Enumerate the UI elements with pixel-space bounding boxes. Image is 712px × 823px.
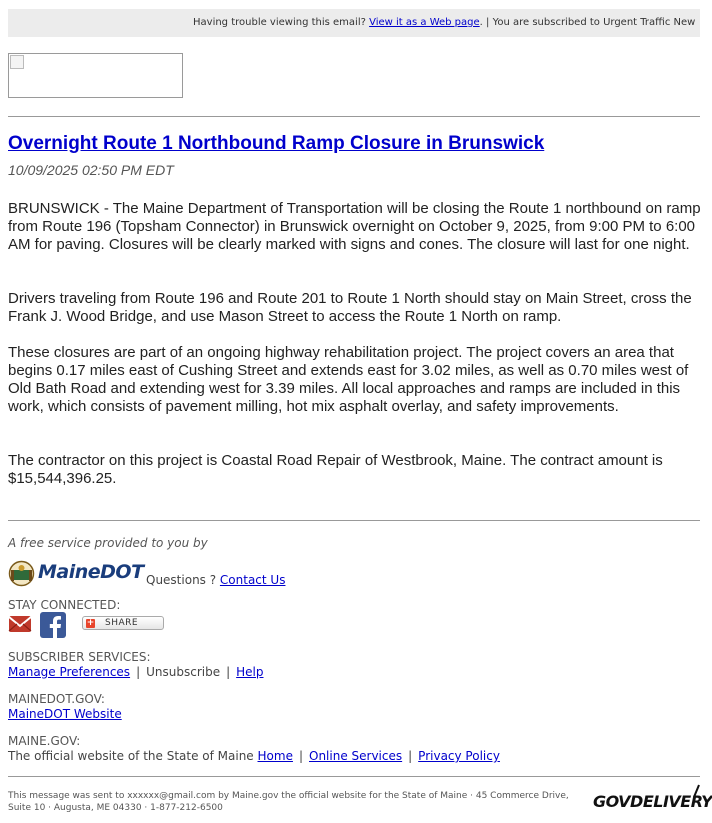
official-website-text: The official website of the State of Maine — [8, 749, 258, 763]
questions-line — [146, 573, 285, 587]
article-paragraph: Drivers traveling from Route 196 and Route 201 to Route 1 North should stay on Main Street, cross the Frank J. Wood Bridge, and use Mason Street to access the Route 1 North on ramp. — [8, 290, 692, 325]
top-banner-text — [193, 17, 695, 28]
unsubscribe-text: Unsubscribe — [146, 665, 221, 679]
help-link[interactable]: Help — [236, 665, 264, 679]
footer-message: This message was sent to xxxxxx@gmail.com by Maine.gov the official website for the State of Maine · 45 Commerce Drive, Suite 10 · Augusta, ME 04330 · 1-877-212-6500 — [8, 791, 569, 813]
privacy-policy-link[interactable]: Privacy Policy — [418, 749, 500, 763]
online-services-link[interactable]: Online Services — [309, 749, 403, 763]
stay-connected-label: STAY CONNECTED: — [8, 598, 121, 612]
mainedot-website-link[interactable]: MaineDOT Website — [8, 707, 122, 721]
subscriber-links — [8, 665, 264, 679]
facebook-icon[interactable] — [40, 612, 66, 638]
questions-label: Questions ? — [146, 573, 220, 587]
contact-us-link[interactable]: Contact Us — [219, 573, 286, 587]
share-button[interactable] — [82, 616, 164, 630]
separator: | — [226, 665, 231, 679]
top-banner-suffix: . | You are subscribed to Urgent Traffic New — [479, 17, 696, 28]
header-logo-image[interactable] — [8, 53, 183, 98]
maine-gov-links — [8, 749, 500, 763]
top-banner — [8, 9, 700, 37]
separator: | — [136, 665, 141, 679]
email-icon[interactable] — [8, 612, 32, 636]
govdelivery-text: GOVDELIVERY — [593, 792, 712, 811]
free-service-text: A free service provided to you by — [8, 536, 208, 550]
home-link[interactable]: Home — [257, 749, 293, 763]
article-date: 10/09/2025 02:50 PM EDT — [8, 162, 174, 178]
mainedot-brand-text: MaineDOT — [38, 561, 144, 583]
govdelivery-swoosh-icon — [693, 784, 701, 798]
divider — [8, 116, 700, 117]
divider — [8, 776, 700, 777]
maine-gov-label: MAINE.GOV: — [8, 734, 81, 748]
subscriber-services-label: SUBSCRIBER SERVICES: — [8, 650, 151, 664]
divider — [8, 520, 700, 521]
separator: | — [408, 749, 413, 763]
govdelivery-logo[interactable] — [593, 792, 712, 811]
mainedot-gov-label: MAINEDOT.GOV: — [8, 692, 105, 706]
addthis-plus-icon: + — [86, 618, 95, 628]
article-paragraph: The contractor on this project is Coastal Road Repair of Westbrook, Maine. The contract amount is $15,544,396.25. — [8, 452, 663, 487]
article-paragraph: These closures are part of an ongoing highway rehabilitation project. The project covers an area that begins 0.17 miles east of Cushing Street and extends east for 3.02 miles, as well as 0.70 miles west of Old Bath Road and extending west for 3.39 miles. All local approaches and ramps are included in this work, which consists of pavement milling, hot mix asphalt overlay, and safety improvements. — [8, 344, 689, 415]
mainedot-links — [8, 707, 122, 721]
manage-preferences-link[interactable]: Manage Preferences — [8, 665, 131, 679]
maine-seal-icon — [8, 560, 35, 587]
top-banner-prefix: Having trouble viewing this email? — [193, 17, 370, 28]
view-web-page-link[interactable]: View it as a Web page — [369, 17, 480, 28]
broken-image-icon — [10, 55, 24, 69]
article-title-link[interactable]: Overnight Route 1 Northbound Ramp Closure in Brunswick — [8, 133, 545, 154]
share-button-label: SHARE — [105, 618, 139, 628]
article-paragraph: BRUNSWICK - The Maine Department of Transportation will be closing the Route 1 northbound on ramp from Route 196 (Topsham Connector) in Brunswick overnight on October 9, 2025, from 9:00 PM to 6:00 AM for paving. Closures will be clearly marked with signs and cones. The closure will last for one night. — [8, 200, 701, 253]
separator: | — [298, 749, 303, 763]
